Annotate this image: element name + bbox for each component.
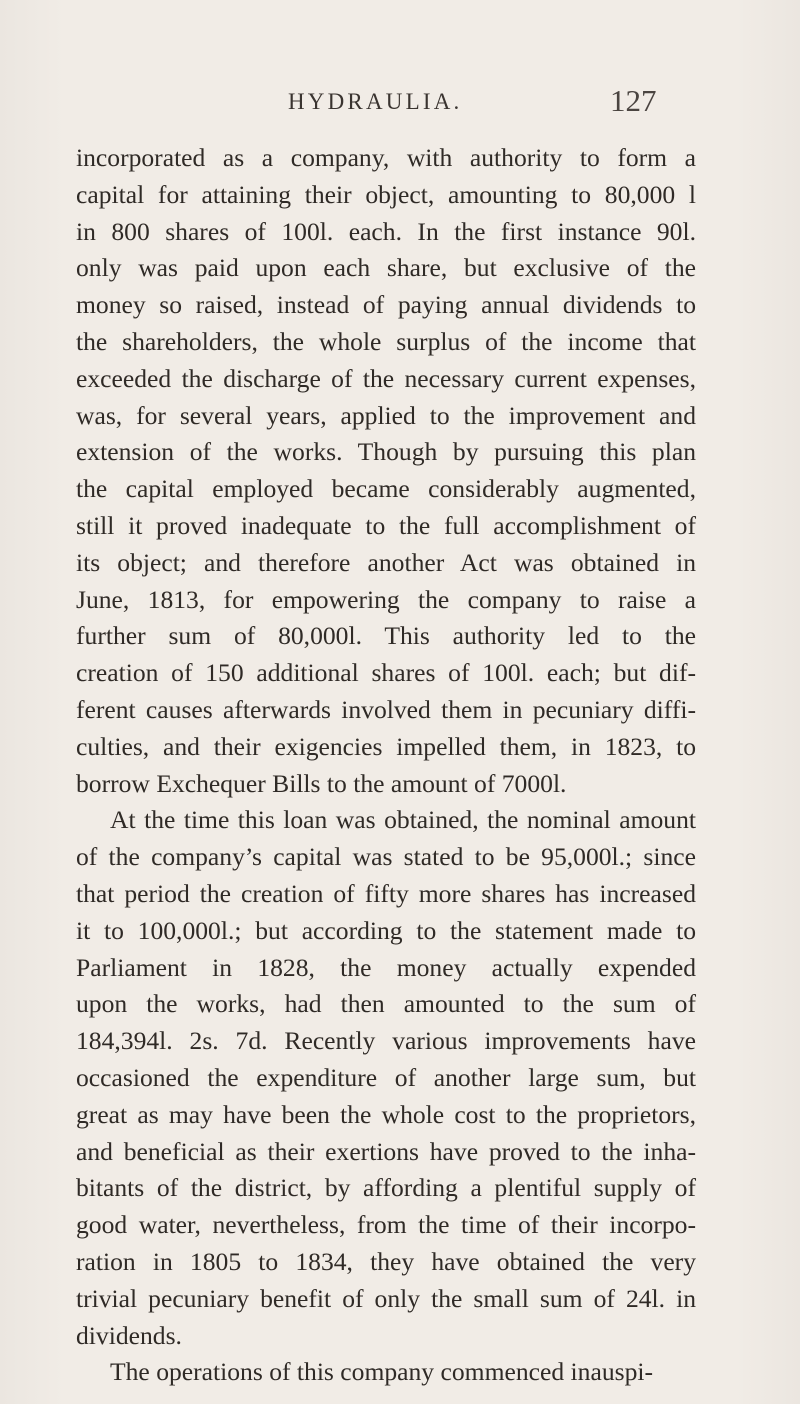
text-line: 184,394l. 2s. 7d. Recently various improvements have <box>76 1026 696 1056</box>
text-line: its object; and therefore another Act was obtained in <box>76 547 696 577</box>
text-line: and beneficial as their exertions have proved to the inha- <box>76 1136 696 1166</box>
text-line: Parliament in 1828, the money actually expended <box>76 952 696 982</box>
text-line: trivial pecuniary benefit of only the small sum of 24l. in <box>76 1283 696 1313</box>
text-line: capital for attaining their object, amounting to 80,000 l <box>76 179 696 209</box>
text-line: extension of the works. Though by pursuing this plan <box>76 437 696 467</box>
running-head <box>0 83 800 129</box>
paragraph-2 <box>76 802 696 1354</box>
text-line: still it proved inadequate to the full accomplishment of <box>76 510 696 540</box>
text-line: only was paid upon each share, but exclusive of the <box>76 253 696 283</box>
text-line: June, 1813, for empowering the company to raise a <box>76 584 696 614</box>
text-line: culties, and their exigencies impelled them, in 1823, to <box>76 731 696 761</box>
text-line: At the time this loan was obtained, the nominal amount <box>110 805 696 835</box>
body-text <box>76 140 696 1391</box>
text-line: it to 100,000l.; but according to the statement made to <box>76 915 696 945</box>
text-line: the capital employed became considerably augmented, <box>76 474 696 504</box>
text-line: great as may have been the whole cost to the proprietors, <box>76 1099 696 1129</box>
text-line: was, for several years, applied to the improvement and <box>76 400 696 430</box>
text-line: ration in 1805 to 1834, they have obtained the very <box>76 1246 696 1276</box>
text-line: The operations of this company commenced inauspi- <box>110 1357 654 1387</box>
text-line: occasioned the expenditure of another large sum, but <box>76 1062 696 1092</box>
running-title: HYDRAULIA. <box>288 89 463 114</box>
text-line: creation of 150 additional shares of 100l. each; but dif- <box>76 658 696 688</box>
text-line: good water, nevertheless, from the time of their incorpo- <box>76 1210 696 1240</box>
text-line: ferent causes afterwards involved them in pecuniary diffi- <box>76 694 696 724</box>
text-line: that period the creation of fifty more shares has increased <box>76 878 696 908</box>
text-line: exceeded the discharge of the necessary current expenses, <box>76 363 696 393</box>
text-line: further sum of 80,000l. This authority led to the <box>76 621 696 651</box>
text-line: upon the works, had then amounted to the sum of <box>76 989 696 1019</box>
page-number: 127 <box>610 83 657 118</box>
text-line: bitants of the district, by affording a plentiful supply of <box>76 1173 696 1203</box>
text-line: dividends. <box>76 1320 182 1350</box>
paragraph-3 <box>76 1354 696 1391</box>
text-line: of the company’s capital was stated to be 95,000l.; since <box>76 842 696 872</box>
text-line: money so raised, instead of paying annual dividends to <box>76 290 696 320</box>
paragraph-1 <box>76 140 696 802</box>
text-line: the shareholders, the whole surplus of the income that <box>76 326 696 356</box>
text-line: borrow Exchequer Bills to the amount of 7000l. <box>76 768 567 798</box>
text-line: in 800 shares of 100l. each. In the first instance 90l. <box>76 216 696 246</box>
text-line: incorporated as a company, with authority to form a <box>76 143 696 172</box>
